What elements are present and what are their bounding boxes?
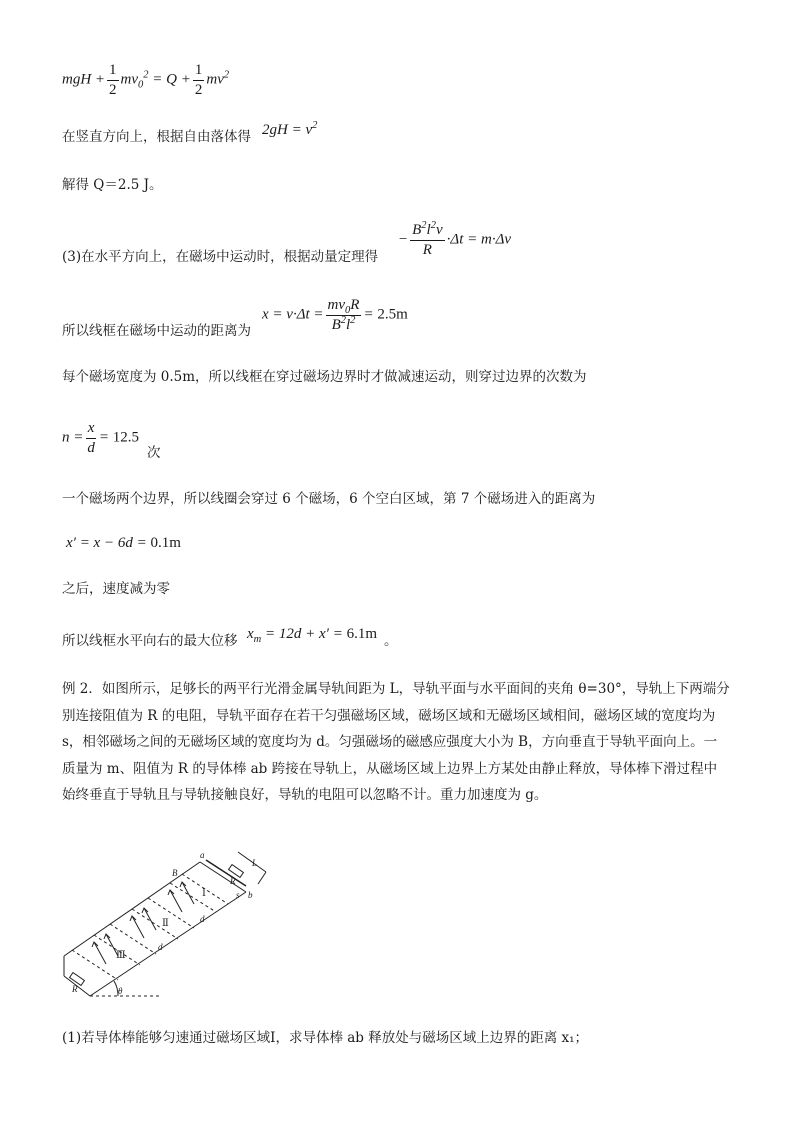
label-s-1: s [236, 890, 240, 900]
label-L: L [252, 858, 258, 868]
free-fall-equation: $2gH = v^2$ [262, 120, 318, 138]
max-end: 。 [384, 633, 398, 649]
label-region-3: Ⅲ [116, 950, 126, 961]
boundaries-text: 一个磁场两个边界，所以线圈会穿过 6 个磁场，6 个空白区域，第 7 个磁场进入的距离为 [62, 491, 596, 507]
max-equation: $x_m = 12d + x' = 6.1m$ [247, 626, 377, 645]
label-region-2: Ⅱ [162, 918, 169, 929]
label-d-2: d [158, 942, 163, 952]
question-1-text: (1)若导体棒能够匀速通过磁场区域Ⅰ，求导体棒 ab 释放处与磁场区域上边界的距离 x₁； [62, 1030, 589, 1046]
momentum-equation: − $\frac{B^2l^2v}{R}$ ·Δt = m·Δv [398, 220, 512, 258]
example-2-text: 例 2．如图所示，足够长的两平行光滑金属导轨间距为 L，导轨平面与水平面间的夹角 θ=30°，导轨上下两端分别连接阻值为 R 的电阻，导轨平面存在若干匀强磁场区域，磁场区域和无磁场区域相间，磁场区域的宽度均为 s，相邻磁场之间的无磁场区域的宽度均为 d。匀强磁场的磁感应强度大小为 B，方向垂直于导轨平面向上。一质量为 m、阻值为 R 的导体棒 ab 跨接在导轨上，从磁场区域上边界上方某处由静止释放，导体棒下滑过程中始终垂直于导轨且与导轨接触良好，导轨的电阻可以忽略不计。重力加速度为 g。 [62, 681, 730, 803]
label-R-bottom: R [72, 984, 78, 994]
part3-text: (3)在水平方向上，在磁场中运动时，根据动量定理得 [62, 249, 379, 265]
solve-text: 解得 Q＝2.5 J。 [62, 177, 163, 193]
label-theta: θ [118, 986, 123, 996]
incline-rail-figure [60, 846, 280, 1006]
label-R-top: R [230, 876, 236, 886]
count-equation: n = $\frac{x}{d}$ = 12.5 [62, 420, 139, 456]
label-region-1: Ⅰ [202, 888, 206, 899]
after-text: 之后，速度减为零 [62, 581, 170, 597]
label-B: B [172, 868, 178, 878]
distance-equation: x = v·Δt = $\frac{mv_0R}{B^2l^2}$ = 2.5m [262, 297, 408, 333]
label-a: a [200, 850, 205, 860]
label-b: b [248, 890, 253, 900]
distance-text: 所以线框在磁场中运动的距离为 [62, 323, 251, 339]
energy-equation: mgH + $\frac{1}{2}$ $mv_0^2 = Q$ + $\frac{1}{2}$ $mv^2$ [62, 62, 230, 98]
count-unit: 次 [147, 445, 161, 461]
label-d-1: d [200, 914, 205, 924]
max-text: 所以线框水平向右的最大位移 [62, 633, 238, 649]
free-fall-text: 在竖直方向上，根据自由落体得 [62, 129, 251, 145]
width-text: 每个磁场宽度为 0.5m，所以线框在穿过磁场边界时才做减速运动，则穿过边界的次数为 [62, 369, 587, 385]
xprime-equation: x′ = x − 6d = 0.1m [66, 535, 181, 551]
